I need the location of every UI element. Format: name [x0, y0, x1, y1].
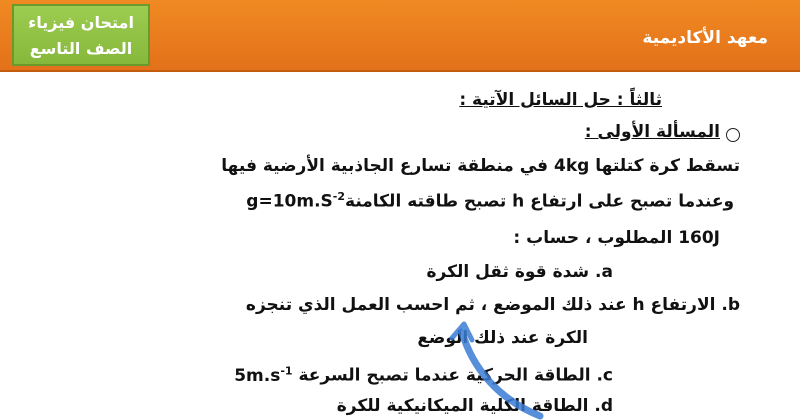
item-d: d. الطاقة الكلية الميكانيكية للكرة [336, 396, 613, 416]
exam-badge [12, 4, 150, 66]
annotation-arrow-icon [440, 320, 560, 420]
problem-text-line3: 160J المطلوب ، حساب : [513, 228, 720, 248]
section-title: ثالثاً : حل السائل الآتية : [459, 90, 662, 110]
problem-text-line1: تسقط كرة كتلتها 4kg في منطقة تسارع الجاذبية الأرضية فيها [221, 156, 740, 176]
gravity-exponent: -2 [332, 190, 346, 203]
velocity-value: 5m.s [234, 365, 281, 386]
problem-title: المسألة الأولى : [584, 122, 720, 142]
badge-title: امتحان فيزياء [28, 13, 134, 32]
problem-text-line2-rest: وعندما تصبح على ارتفاع h تصبح طاقته الكامنة [345, 191, 740, 212]
item-c-text: c. الطاقة الحركية عندما تصبح السرعة [292, 365, 613, 386]
given-gravity: g=10m.S [246, 191, 333, 212]
problem-text-line2 [246, 190, 740, 212]
item-b-line1: b. الارتفاع h عند ذلك الموضع ، ثم احسب العمل الذي تنجزه [245, 295, 740, 315]
badge-grade: الصف التاسع [29, 39, 133, 58]
institute-name: معهد الأكاديمية [642, 28, 768, 48]
velocity-exponent: -1 [280, 364, 293, 377]
item-a: a. شدة قوة ثقل الكرة [426, 262, 613, 282]
item-c-velocity [234, 366, 292, 386]
header-bar [0, 0, 800, 72]
bullet-circle-icon [726, 128, 740, 142]
item-b-line2: الكرة عند ذلك الوضع [417, 328, 588, 348]
